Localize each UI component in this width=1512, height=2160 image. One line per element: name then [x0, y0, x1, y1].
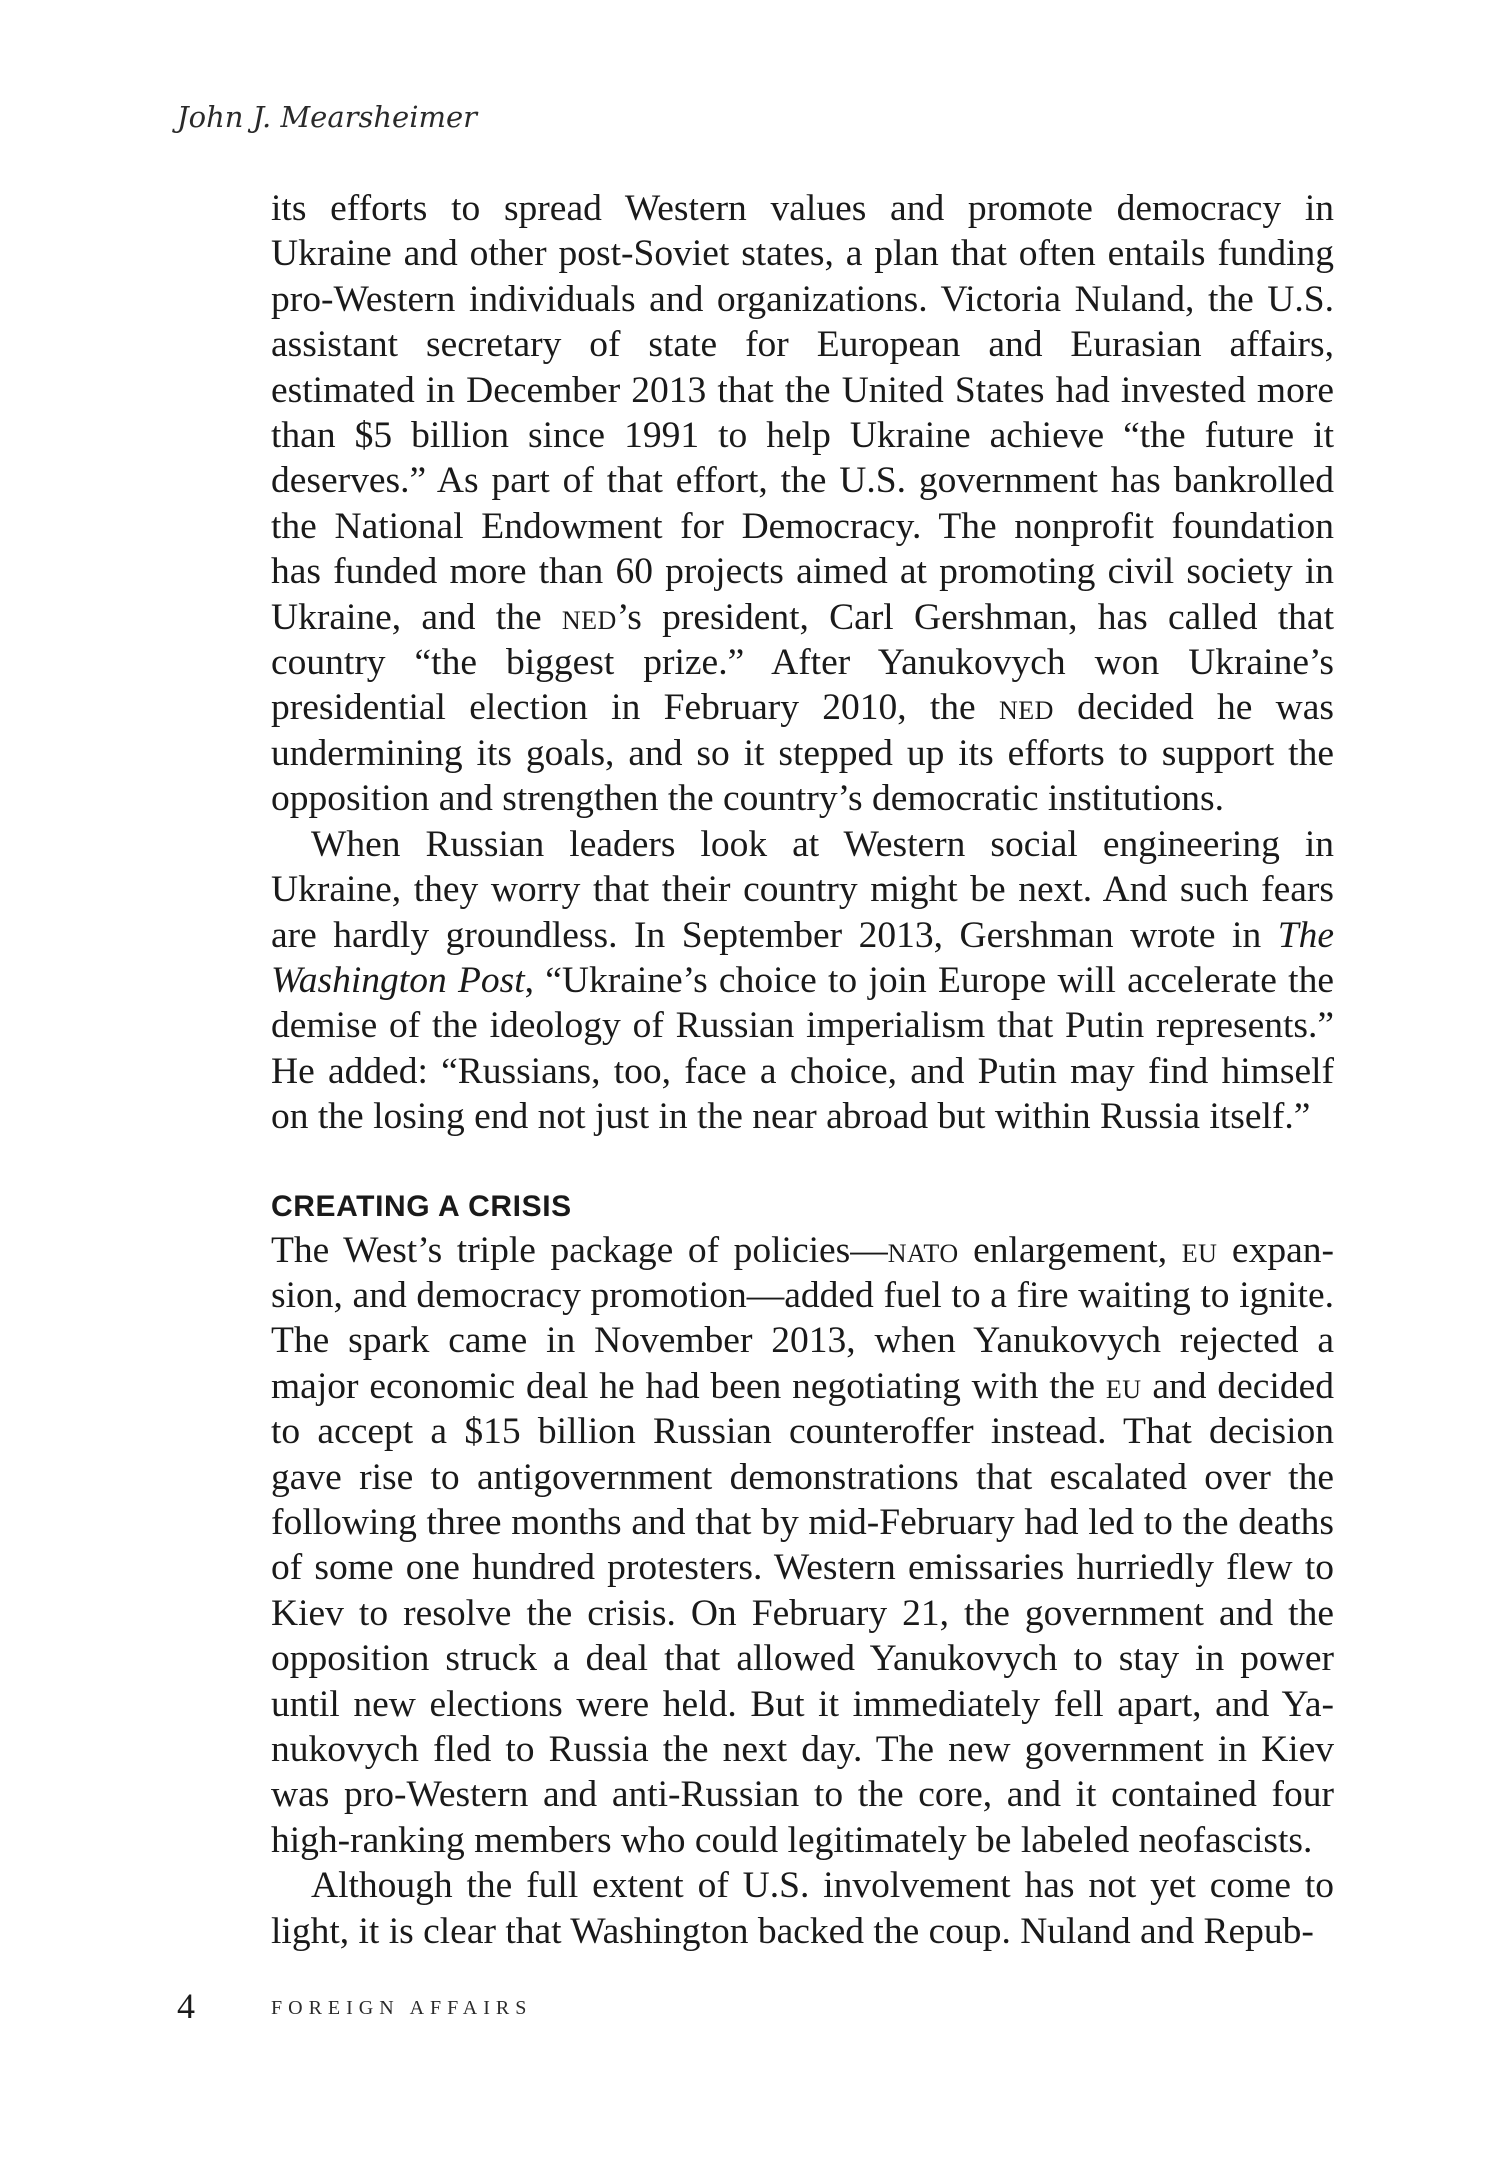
paragraph-3-text-c: expansion, and democracy promotion—added fuel to a fire waiting to ignite. The spark came in November 2013, when Yanukovych rejected a major economic deal he had been negotiating with the [271, 1229, 1334, 1407]
paragraph-3-text-b: enlargement, [958, 1229, 1182, 1271]
paragraph-4 [271, 1863, 1334, 1954]
paragraph-4-text-a: Although the full extent of U.S. involvement has not yet come to light, it is clear that Washington backed the coup. Nuland and Repub- [271, 1865, 1334, 1952]
eu-abbreviation: eu [1105, 1365, 1142, 1407]
paragraph-2-text-a: When Russian leaders look at Western social engineering in Ukraine, they worry that their country might be next. And such fears are hardly groundless. In September 2013, Gershman wrote in [271, 823, 1334, 956]
ned-abbreviation: ned [561, 596, 617, 638]
paragraph-1-text-a: its efforts to spread Western values and promote democracy in Ukraine and other post-Soviet states, a plan that often entails funding pro-Western individuals and organizations. Victoria Nuland, the U.S. assistant secretary of state for European and Eurasian affairs, estimated in December 2013 that the United States had invested more than $5 billion since 1991 to help Ukraine achieve “the future it deserves.” As part of that effort, the U.S. government has bankrolled the National Endowment for Democracy. The nonprofit foundation has funded more than 60 projects aimed at promoting civil society in Ukraine, and the [271, 188, 1334, 638]
eu-abbreviation: eu [1181, 1229, 1218, 1271]
page-number: 4 [177, 1986, 195, 2026]
paragraph-3-text-d: and decided to accept a $15 billion Russian counteroffer instead. That decision gave rise to antigovernment demonstrations that escalated over the following three months and that by mid-February had led to the deaths of some one hundred protesters. Western emissaries hurriedly flew to Kiev to resolve the crisis. On February 21, the government and the opposition struck a deal that allowed Yanukovych to stay in power until new elections were held. But it immediately fell apart, and Yanukovych fled to Russia the next day. The new government in Kiev was pro-Western and anti-Russian to the core, and it contained four high-ranking members who could legitimately be labeled neofascists. [271, 1365, 1334, 1861]
paragraph-1-text-b: ’s president, Carl Gershman, has called that country “the biggest prize.” After Yanukovych won Ukraine’s presidential election in February 2010, the [271, 596, 1334, 729]
paragraph-2 [271, 822, 1334, 1140]
paragraph-2-text-b: , “Ukraine’s choice to join Europe will accelerate the demise of the ideology of Russian imperialism that Putin represents.” He added: “Russians, too, face a choice, and Putin may find himself on the losing end not just in the near abroad but within Russia itself.” [271, 959, 1334, 1138]
ned-abbreviation: ned [998, 687, 1054, 729]
publication-title: The Washington Post [271, 914, 1334, 1001]
paragraph-1-text-c: decided he was undermining its goals, and so it stepped up its efforts to support the opposition and strengthen the country’s democratic institutions. [271, 687, 1334, 820]
paragraph-3-text-a: The West’s triple package of policies— [271, 1229, 888, 1271]
journal-name: FOREIGN AFFAIRS [271, 1997, 533, 2019]
paragraph-1 [271, 186, 1334, 822]
section-heading: CREATING A CRISIS [271, 1189, 572, 1223]
running-head: John J. Mearsheimer [177, 100, 477, 134]
paragraph-3 [271, 1228, 1334, 1864]
nato-abbreviation: nato [887, 1229, 959, 1271]
article-body [271, 186, 1334, 1954]
